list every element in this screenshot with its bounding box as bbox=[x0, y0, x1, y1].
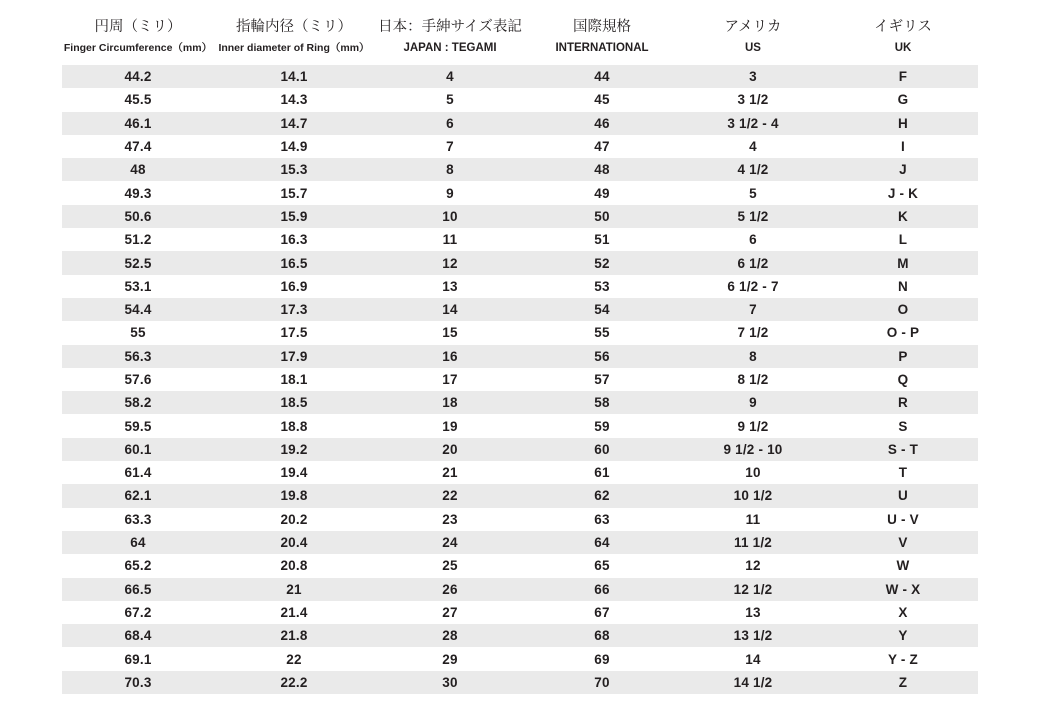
cell-international: 62 bbox=[526, 484, 678, 507]
table-row bbox=[62, 275, 978, 298]
cell-uk: O - P bbox=[828, 321, 978, 344]
cell-inner_diameter: 20.8 bbox=[214, 554, 374, 577]
cell-japan: 14 bbox=[374, 298, 526, 321]
cell-japan: 30 bbox=[374, 671, 526, 694]
cell-international: 47 bbox=[526, 135, 678, 158]
column-header-english-uk: UK bbox=[828, 38, 978, 65]
table-row bbox=[62, 508, 978, 531]
cell-japan: 28 bbox=[374, 624, 526, 647]
cell-circumference: 62.1 bbox=[62, 484, 214, 507]
cell-us: 12 bbox=[678, 554, 828, 577]
cell-circumference: 54.4 bbox=[62, 298, 214, 321]
cell-japan: 27 bbox=[374, 601, 526, 624]
cell-japan: 5 bbox=[374, 88, 526, 111]
cell-us: 11 1/2 bbox=[678, 531, 828, 554]
cell-inner_diameter: 20.4 bbox=[214, 531, 374, 554]
cell-inner_diameter: 16.3 bbox=[214, 228, 374, 251]
cell-circumference: 52.5 bbox=[62, 251, 214, 274]
cell-international: 58 bbox=[526, 391, 678, 414]
cell-international: 55 bbox=[526, 321, 678, 344]
cell-uk: P bbox=[828, 345, 978, 368]
cell-uk: K bbox=[828, 205, 978, 228]
table-row bbox=[62, 112, 978, 135]
table-header-native-row bbox=[62, 10, 978, 38]
cell-inner_diameter: 21.8 bbox=[214, 624, 374, 647]
cell-us: 6 1/2 bbox=[678, 251, 828, 274]
cell-international: 52 bbox=[526, 251, 678, 274]
cell-international: 69 bbox=[526, 647, 678, 670]
cell-inner_diameter: 19.4 bbox=[214, 461, 374, 484]
table-row bbox=[62, 251, 978, 274]
table-row bbox=[62, 135, 978, 158]
cell-us: 9 bbox=[678, 391, 828, 414]
cell-inner_diameter: 14.7 bbox=[214, 112, 374, 135]
cell-circumference: 57.6 bbox=[62, 368, 214, 391]
cell-circumference: 53.1 bbox=[62, 275, 214, 298]
cell-international: 46 bbox=[526, 112, 678, 135]
table-body bbox=[62, 65, 978, 694]
cell-circumference: 61.4 bbox=[62, 461, 214, 484]
cell-international: 59 bbox=[526, 414, 678, 437]
cell-international: 63 bbox=[526, 508, 678, 531]
table-row bbox=[62, 205, 978, 228]
cell-japan: 29 bbox=[374, 647, 526, 670]
cell-uk: M bbox=[828, 251, 978, 274]
cell-us: 8 bbox=[678, 345, 828, 368]
cell-japan: 25 bbox=[374, 554, 526, 577]
cell-international: 48 bbox=[526, 158, 678, 181]
cell-inner_diameter: 18.1 bbox=[214, 368, 374, 391]
cell-inner_diameter: 19.2 bbox=[214, 438, 374, 461]
cell-uk: U bbox=[828, 484, 978, 507]
table-row bbox=[62, 531, 978, 554]
cell-international: 56 bbox=[526, 345, 678, 368]
cell-circumference: 60.1 bbox=[62, 438, 214, 461]
cell-international: 51 bbox=[526, 228, 678, 251]
cell-inner_diameter: 18.5 bbox=[214, 391, 374, 414]
cell-international: 57 bbox=[526, 368, 678, 391]
cell-international: 49 bbox=[526, 181, 678, 204]
cell-uk: W - X bbox=[828, 578, 978, 601]
cell-uk: Y bbox=[828, 624, 978, 647]
cell-international: 61 bbox=[526, 461, 678, 484]
cell-japan: 21 bbox=[374, 461, 526, 484]
cell-inner_diameter: 15.7 bbox=[214, 181, 374, 204]
cell-uk: I bbox=[828, 135, 978, 158]
cell-us: 6 1/2 - 7 bbox=[678, 275, 828, 298]
table-row bbox=[62, 368, 978, 391]
table-row bbox=[62, 298, 978, 321]
table-row bbox=[62, 484, 978, 507]
cell-us: 6 bbox=[678, 228, 828, 251]
cell-international: 50 bbox=[526, 205, 678, 228]
cell-international: 65 bbox=[526, 554, 678, 577]
cell-circumference: 69.1 bbox=[62, 647, 214, 670]
cell-japan: 9 bbox=[374, 181, 526, 204]
cell-japan: 4 bbox=[374, 65, 526, 88]
cell-us: 4 1/2 bbox=[678, 158, 828, 181]
cell-inner_diameter: 21 bbox=[214, 578, 374, 601]
cell-us: 7 1/2 bbox=[678, 321, 828, 344]
cell-japan: 6 bbox=[374, 112, 526, 135]
cell-us: 12 1/2 bbox=[678, 578, 828, 601]
cell-japan: 22 bbox=[374, 484, 526, 507]
cell-us: 3 1/2 bbox=[678, 88, 828, 111]
cell-us: 3 1/2 - 4 bbox=[678, 112, 828, 135]
cell-us: 7 bbox=[678, 298, 828, 321]
cell-inner_diameter: 14.9 bbox=[214, 135, 374, 158]
cell-japan: 17 bbox=[374, 368, 526, 391]
cell-circumference: 55 bbox=[62, 321, 214, 344]
cell-uk: H bbox=[828, 112, 978, 135]
column-header-english-circumference: Finger Circumference（mm） bbox=[62, 38, 214, 65]
cell-inner_diameter: 16.9 bbox=[214, 275, 374, 298]
cell-japan: 19 bbox=[374, 414, 526, 437]
cell-uk: U - V bbox=[828, 508, 978, 531]
cell-japan: 18 bbox=[374, 391, 526, 414]
cell-uk: Y - Z bbox=[828, 647, 978, 670]
column-header-english-japan: JAPAN : TEGAMI bbox=[374, 38, 526, 65]
cell-inner_diameter: 14.1 bbox=[214, 65, 374, 88]
cell-us: 10 bbox=[678, 461, 828, 484]
cell-international: 45 bbox=[526, 88, 678, 111]
table-row bbox=[62, 601, 978, 624]
cell-circumference: 51.2 bbox=[62, 228, 214, 251]
cell-international: 67 bbox=[526, 601, 678, 624]
cell-us: 11 bbox=[678, 508, 828, 531]
cell-inner_diameter: 21.4 bbox=[214, 601, 374, 624]
cell-us: 13 bbox=[678, 601, 828, 624]
cell-us: 13 1/2 bbox=[678, 624, 828, 647]
cell-circumference: 70.3 bbox=[62, 671, 214, 694]
table-row bbox=[62, 624, 978, 647]
table-row bbox=[62, 461, 978, 484]
cell-us: 10 1/2 bbox=[678, 484, 828, 507]
cell-uk: O bbox=[828, 298, 978, 321]
cell-us: 9 1/2 - 10 bbox=[678, 438, 828, 461]
cell-circumference: 45.5 bbox=[62, 88, 214, 111]
cell-uk: G bbox=[828, 88, 978, 111]
cell-inner_diameter: 17.9 bbox=[214, 345, 374, 368]
cell-circumference: 65.2 bbox=[62, 554, 214, 577]
cell-japan: 8 bbox=[374, 158, 526, 181]
cell-uk: N bbox=[828, 275, 978, 298]
cell-international: 54 bbox=[526, 298, 678, 321]
cell-inner_diameter: 16.5 bbox=[214, 251, 374, 274]
cell-japan: 11 bbox=[374, 228, 526, 251]
cell-japan: 26 bbox=[374, 578, 526, 601]
cell-us: 4 bbox=[678, 135, 828, 158]
cell-uk: Q bbox=[828, 368, 978, 391]
cell-inner_diameter: 15.3 bbox=[214, 158, 374, 181]
cell-inner_diameter: 22.2 bbox=[214, 671, 374, 694]
cell-uk: S bbox=[828, 414, 978, 437]
column-header-native-international: 国際規格 bbox=[526, 10, 678, 38]
cell-inner_diameter: 18.8 bbox=[214, 414, 374, 437]
cell-international: 44 bbox=[526, 65, 678, 88]
cell-inner_diameter: 19.8 bbox=[214, 484, 374, 507]
cell-japan: 10 bbox=[374, 205, 526, 228]
cell-us: 14 1/2 bbox=[678, 671, 828, 694]
cell-uk: V bbox=[828, 531, 978, 554]
cell-uk: T bbox=[828, 461, 978, 484]
cell-international: 70 bbox=[526, 671, 678, 694]
table-header-english-row bbox=[62, 38, 978, 65]
cell-inner_diameter: 17.3 bbox=[214, 298, 374, 321]
cell-uk: X bbox=[828, 601, 978, 624]
cell-us: 14 bbox=[678, 647, 828, 670]
cell-japan: 13 bbox=[374, 275, 526, 298]
cell-circumference: 47.4 bbox=[62, 135, 214, 158]
table-row bbox=[62, 671, 978, 694]
table-row bbox=[62, 65, 978, 88]
column-header-english-inner-diameter: Inner diameter of Ring（mm） bbox=[214, 38, 374, 65]
table-row bbox=[62, 414, 978, 437]
cell-japan: 20 bbox=[374, 438, 526, 461]
column-header-english-international: INTERNATIONAL bbox=[526, 38, 678, 65]
cell-japan: 16 bbox=[374, 345, 526, 368]
cell-uk: R bbox=[828, 391, 978, 414]
table-row bbox=[62, 181, 978, 204]
cell-uk: J bbox=[828, 158, 978, 181]
cell-inner_diameter: 15.9 bbox=[214, 205, 374, 228]
cell-circumference: 63.3 bbox=[62, 508, 214, 531]
cell-circumference: 64 bbox=[62, 531, 214, 554]
cell-international: 60 bbox=[526, 438, 678, 461]
table-row bbox=[62, 554, 978, 577]
table-row bbox=[62, 88, 978, 111]
column-header-native-japan: 日本：手紳サイズ表記 bbox=[374, 10, 526, 38]
cell-inner_diameter: 20.2 bbox=[214, 508, 374, 531]
cell-inner_diameter: 14.3 bbox=[214, 88, 374, 111]
cell-circumference: 58.2 bbox=[62, 391, 214, 414]
table-row bbox=[62, 647, 978, 670]
cell-circumference: 56.3 bbox=[62, 345, 214, 368]
cell-uk: J - K bbox=[828, 181, 978, 204]
cell-japan: 12 bbox=[374, 251, 526, 274]
cell-inner_diameter: 17.5 bbox=[214, 321, 374, 344]
table-row bbox=[62, 158, 978, 181]
cell-circumference: 68.4 bbox=[62, 624, 214, 647]
column-header-english-us: US bbox=[678, 38, 828, 65]
cell-circumference: 50.6 bbox=[62, 205, 214, 228]
cell-circumference: 67.2 bbox=[62, 601, 214, 624]
cell-japan: 24 bbox=[374, 531, 526, 554]
cell-circumference: 66.5 bbox=[62, 578, 214, 601]
cell-us: 9 1/2 bbox=[678, 414, 828, 437]
cell-uk: Z bbox=[828, 671, 978, 694]
cell-circumference: 59.5 bbox=[62, 414, 214, 437]
cell-japan: 23 bbox=[374, 508, 526, 531]
table-row bbox=[62, 321, 978, 344]
cell-us: 5 1/2 bbox=[678, 205, 828, 228]
table-row bbox=[62, 345, 978, 368]
cell-international: 64 bbox=[526, 531, 678, 554]
cell-us: 8 1/2 bbox=[678, 368, 828, 391]
column-header-native-inner-diameter: 指輪内径（ミリ） bbox=[214, 10, 374, 38]
cell-uk: W bbox=[828, 554, 978, 577]
column-header-native-uk: イギリス bbox=[828, 10, 978, 38]
cell-international: 66 bbox=[526, 578, 678, 601]
column-header-native-circumference: 円周（ミリ） bbox=[62, 10, 214, 38]
table-row bbox=[62, 438, 978, 461]
cell-uk: S - T bbox=[828, 438, 978, 461]
column-header-native-us: アメリカ bbox=[678, 10, 828, 38]
table-row bbox=[62, 228, 978, 251]
table-row bbox=[62, 578, 978, 601]
cell-us: 3 bbox=[678, 65, 828, 88]
cell-international: 53 bbox=[526, 275, 678, 298]
cell-japan: 7 bbox=[374, 135, 526, 158]
table-row bbox=[62, 391, 978, 414]
table-header bbox=[62, 10, 978, 65]
cell-us: 5 bbox=[678, 181, 828, 204]
cell-japan: 15 bbox=[374, 321, 526, 344]
cell-uk: L bbox=[828, 228, 978, 251]
cell-circumference: 48 bbox=[62, 158, 214, 181]
cell-inner_diameter: 22 bbox=[214, 647, 374, 670]
cell-international: 68 bbox=[526, 624, 678, 647]
cell-uk: F bbox=[828, 65, 978, 88]
cell-circumference: 44.2 bbox=[62, 65, 214, 88]
ring-size-table bbox=[62, 10, 978, 694]
cell-circumference: 49.3 bbox=[62, 181, 214, 204]
cell-circumference: 46.1 bbox=[62, 112, 214, 135]
